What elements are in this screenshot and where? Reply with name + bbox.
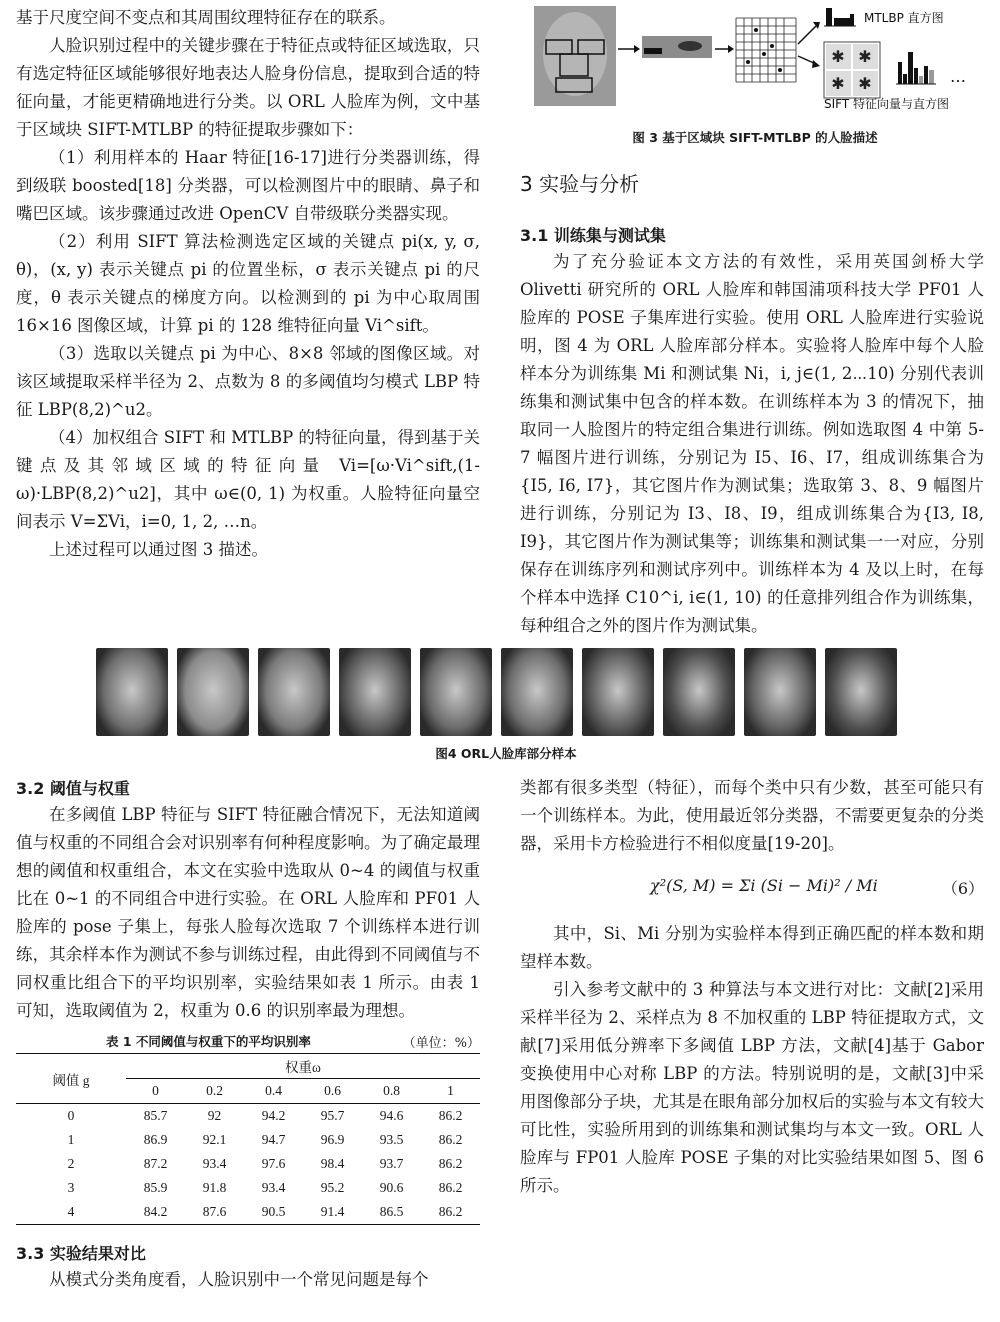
value-cell: 86.2 [438,1108,463,1123]
threshold-cell: 1 [67,1132,75,1147]
face-samples-row [96,648,916,736]
paragraph: 其中，Si、Mi 分别为实验样本得到正确匹配的样本数和期望样本数。 [520,924,984,971]
paragraph: 在多阈值 LBP 特征与 SIFT 特征融合情况下，无法知道阈值与权重的不同组合会对识别率有何种程度影响。为了确定最理想的阈值和权重组合，本文在实验中选取从 0~4 的阈值与权重比在 0~1 的不同组合中进行实验。在 ORL 人脸库和 PF01 人脸库的 pose 子集上，每张人脸每次选取 7 个训练样本进行训练，其余样本作为测试不参与训练过程，由此得到不同阈值与不同权重比组合下的平均识别率，实验结果如表 1 所示。由表 1 可知，选取阈值为 2，权重为 0.6 的识别率最为理想。 [16,805,480,1020]
threshold-cell: 3 [67,1180,75,1195]
paragraph: （4）加权组合 SIFT 和 MTLBP 的特征向量，得到基于关键点及其邻域区域的特征向量 Vi=[ω·Vi^sift,(1-ω)·LBP(8,2)^u2]，其中 ω∈(0, 1) 为权重。人脸特征向量空间表示 V=ΣVi，i=0, 1, 2, …n。 [16,428,480,531]
ellipsis: … [950,67,966,86]
left-column-bottom [16,776,480,1294]
table-row [16,1128,480,1152]
value-cell: 91.4 [320,1204,345,1219]
figure-3 [520,4,990,144]
value-cell: 94.6 [379,1108,404,1123]
svg-text:✱: ✱ [858,74,872,93]
weight-header-cell: 0.8 [362,1079,421,1104]
weight-header-cell: 1 [421,1079,480,1104]
value-cell: 86.2 [438,1132,463,1147]
figure-4 [96,648,916,762]
table-row [16,1200,480,1225]
table-row [16,1152,480,1176]
value-cell: 94.7 [261,1132,286,1147]
right-column-top [520,168,984,640]
value-cell: 93.4 [261,1180,286,1195]
threshold-cell: 2 [67,1156,75,1171]
svg-text:✱: ✱ [858,47,872,66]
value-cell: 97.6 [261,1156,286,1171]
value-cell: 92.1 [202,1132,227,1147]
face-sample-image [420,648,492,736]
value-cell: 92 [207,1108,222,1123]
subsection-heading: 3.3 实验结果对比 [16,1244,146,1263]
equation-number: （6） [941,879,984,898]
face-sample-image [582,648,654,736]
value-cell: 85.7 [143,1108,168,1123]
face-sample-image [339,648,411,736]
value-cell: 86.2 [438,1204,463,1219]
mtlbp-histogram [824,8,856,26]
face-sample-image [825,648,897,736]
figure-3-diagram [520,4,990,112]
value-cell: 94.2 [261,1108,286,1123]
table-title: 表 1 不同阈值与权重下的平均识别率 [106,1034,311,1049]
value-cell: 95.7 [320,1108,345,1123]
keypoint-grid [736,18,796,82]
row-header: 阈值 g [16,1054,126,1104]
figure-4-caption: 图4 ORL人脸库部分样本 [435,746,577,761]
table-body [16,1104,480,1225]
value-cell: 84.2 [143,1204,168,1219]
value-cell: 93.4 [202,1156,227,1171]
value-cell: 93.5 [379,1132,404,1147]
mtlbp-label: MTLBP 直方图 [864,11,944,25]
weight-header-cell: 0 [126,1079,185,1104]
table-row [16,1176,480,1200]
subsection-heading: 3.1 训练集与测试集 [520,226,666,245]
svg-text:✱: ✱ [831,47,845,66]
value-cell: 95.2 [320,1180,345,1195]
table-row [16,1104,480,1129]
weight-header-cell: 0.4 [244,1079,303,1104]
section-heading: 3 实验与分析 [520,172,640,196]
value-cell: 87.6 [202,1204,227,1219]
paragraph: 引入参考文献中的 3 种算法与本文进行对比：文献[2]采用采样半径为 2、采样点为 8 不加权重的 LBP 特征提取方式，文献[7]采用低分辨率下多阈值 LBP 方法，文献[4]基于 Gabor 变换使用中心对称 LBP 的方法。特别说明的是，文献[3]中采用图像部分子块，尤其是在眼角部分加权后的实验与本文有较大可比性，实验所用到的训练集和测试集均与本文一致。ORL 人脸库与 FP01 人脸库 POSE 子集的对比实验结果如图 5、图 6 所示。 [520,980,984,1195]
face-sample-image [744,648,816,736]
face-sample-image [258,648,330,736]
paragraph: （3）选取以关键点 pi 为中心、8×8 邻域的图像区域。对该区域提取采样半径为 2、点数为 8 的多阈值均匀模式 LBP 特征 LBP(8,2)^u2。 [16,344,480,419]
chi-square-formula: χ²(S, M) = Σi (Si − Mi)² / Mi [650,876,878,895]
face-sample-image [663,648,735,736]
value-cell: 90.5 [261,1204,286,1219]
value-cell: 86.9 [143,1132,168,1147]
results-table [16,1053,480,1225]
value-cell: 91.8 [202,1180,227,1195]
value-cell: 96.9 [320,1132,345,1147]
face-sample-image [177,648,249,736]
paragraph: 人脸识别过程中的关键步骤在于特征点或特征区域选取，只有选定特征区域能够很好地表达人脸身份信息，提取到合适的特征向量，才能更精确地进行分类。以 ORL 人脸库为例，文中基于区域块 SIFT-MTLBP 的特征提取步骤如下： [16,36,480,139]
paragraph: 基于尺度空间不变点和其周围纹理特征存在的联系。 [16,8,396,27]
paragraph: （2）利用 SIFT 算法检测选定区域的关键点 pi(x, y, σ, θ)，(x, y) 表示关键点 pi 的位置坐标，σ 表示关键点 pi 的尺度，θ 表示关键点的梯度方向。以检测到的 pi 为中心取周围 16×16 图像区域，计算 pi 的 128 维特征向量 Vi^sift。 [16,232,480,335]
value-cell: 86.2 [438,1156,463,1171]
paragraph: （1）利用样本的 Haar 特征[16-17]进行分类器训练，得到级联 boosted[18] 分类器，可以检测图片中的眼睛、鼻子和嘴巴区域。该步骤通过改进 OpenCV 自带级联分类器实现。 [16,148,480,223]
sift-descriptor-cells [824,42,880,98]
paragraph: 类都有很多类型（特征），而每个类中只有少数，甚至可能只有一个训练样本。为此，使用最近邻分类器，不需要更复杂的分类器，采用卡方检验进行不相似度量[19-20]。 [520,778,984,853]
column-header: 权重ω [126,1054,480,1079]
equation-6 [520,864,984,914]
paragraph: 上述过程可以通过图 3 描述。 [49,540,268,559]
value-cell: 85.9 [143,1180,168,1195]
paragraph: 为了充分验证本文方法的有效性，采用英国剑桥大学 Olivetti 研究所的 ORL 人脸库和韩国浦项科技大学 PF01 人脸库的 POSE 子集库进行实验。使用 ORL 人脸库进行实验说明，图 4 为 ORL 人脸库部分样本。实验将人脸库中每个人脸样本分为训练集 Mi 和测试集 Ni，i, j∈(1, 2⋯10) 分别代表训练集和测试集中包含的样本数。在训练样本为 3 的情况下，抽取同一人脸图片的特定组合集进行训练。例如选取图 4 中第 5-7 幅图片进行训练，分别记为 I5、I6、I7，组成训练集合为{I5, I6, I7}，其它图片作为测试集；选取第 3、8、9 幅图片进行训练，分别记为 I3、I8、I9，组成训练集合为{I3, I8, I9}，其它图片作为测试集等；训练集和测试集一一对应，分别保存在训练序列和测试序列中。训练样本为 4 及以上时，在每个样本中选择 C10^i, i∈(1, 10) 的任意排列组合作为训练集，每种组合之外的图片作为测试集。 [520,252,984,635]
face-sample-image [501,648,573,736]
svg-text:✱: ✱ [831,74,845,93]
sift-label: SIFT 特征向量与直方图 [824,97,949,111]
left-column-top [16,4,480,564]
value-cell: 90.6 [379,1180,404,1195]
table-title-row [16,1029,480,1053]
sift-histogram [896,52,936,84]
face-sample-image [96,648,168,736]
threshold-cell: 0 [67,1108,75,1123]
right-column-bottom [520,774,984,1200]
value-cell: 93.7 [379,1156,404,1171]
figure-3-caption: 图 3 基于区域块 SIFT-MTLBP 的人脸描述 [632,130,878,145]
value-cell: 86.5 [379,1204,404,1219]
table-unit: （单位：%） [402,1036,480,1051]
subsection-heading: 3.2 阈值与权重 [16,779,130,798]
paragraph: 从模式分类角度看，人脸识别中一个常见问题是每个 [49,1270,429,1289]
weight-header-cell: 0.6 [303,1079,362,1104]
value-cell: 87.2 [143,1156,168,1171]
weight-header-cell: 0.2 [185,1079,244,1104]
threshold-cell: 4 [67,1204,75,1219]
value-cell: 98.4 [320,1156,345,1171]
value-cell: 86.2 [438,1180,463,1195]
